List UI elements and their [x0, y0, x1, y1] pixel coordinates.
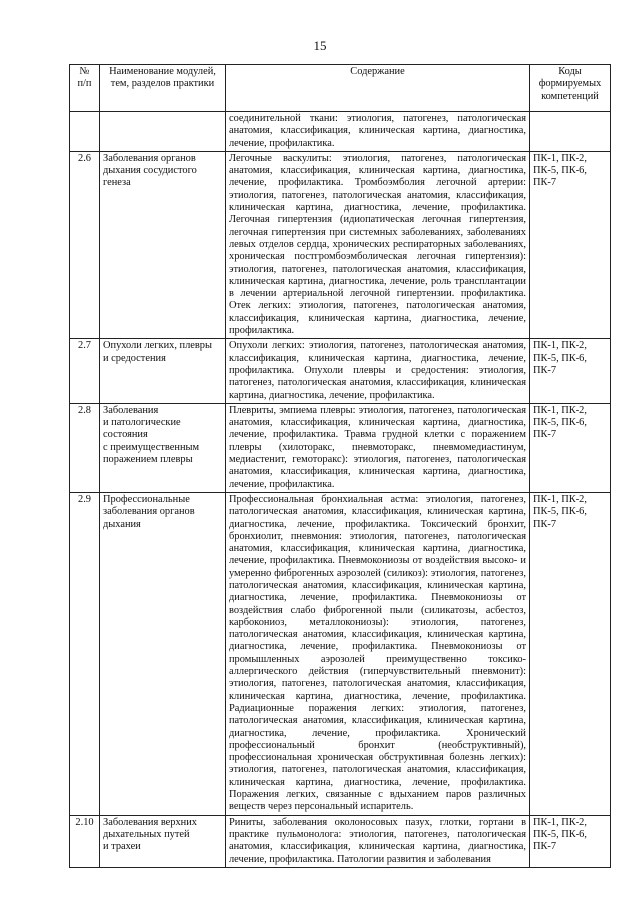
row-competency-codes: ПК-1, ПК-2, ПК-5, ПК-6, ПК-7 [530, 815, 611, 867]
row-number [70, 112, 100, 152]
table-header-row [70, 65, 611, 112]
row-content: Легочные васкулиты: этиология, патогенез, патологическая анатомия, классификация, клиническая картина, диагностика, лечение, профилактика. Тромбоэмболия легочной артерии: этиология, патогенез, патологическая анатомия, классификация, клиническая картина, диагностика, лечение, профилактика. Легочная гипертензия (идиопатическая легочная гипертензия, легочная гипертензия при системных заболеваниях, заболеваниях левых отделов сердца, хронических респираторных заболеваниях, хроническая постгромбоэмболическая легочная гипертензия): этиология, патогенез, патологическая анатомия, классификация, клиническая картина, диагностика, лечение, роль трансплантации в лечении артериальной легочной гипертензии. профилактика. Отек легких: этиология, патогенез, патологическая анатомия, классификация, клиническая картина, диагностика, лечение, профилактика. [226, 151, 530, 338]
row-content: Опухоли легких: этиология, патогенез, патологическая анатомия, классификация, клиническая картина, диагностика, лечение, профилактика. Опухоли плевры и средостения: этиология, патогенез, патологическая анатомия, классификация, клиническая картина, диагностика, лечение, профилактика. [226, 339, 530, 403]
row-competency-codes: ПК-1, ПК-2, ПК-5, ПК-6, ПК-7 [530, 492, 611, 815]
table-row [70, 151, 611, 338]
row-number: 2.8 [70, 403, 100, 492]
header-number: № п/п [70, 65, 100, 112]
row-module-name: Заболевания верхних дыхательных путей и трахеи [100, 815, 226, 867]
table-row [70, 815, 611, 867]
row-competency-codes: ПК-1, ПК-2, ПК-5, ПК-6, ПК-7 [530, 339, 611, 403]
row-number: 2.10 [70, 815, 100, 867]
row-module-name [100, 112, 226, 152]
row-number: 2.7 [70, 339, 100, 403]
header-competency-codes: Коды формируемых компетенций [530, 65, 611, 112]
row-competency-codes [530, 112, 611, 152]
curriculum-table [69, 64, 611, 868]
row-content: Плевриты, эмпиема плевры: этиология, патогенез, патологическая анатомия, классификация, клиническая картина, диагностика, лечение, профилактика. Травма грудной клетки с поражением плевры (хилоторакс, пневмоторакс, пневмомедиастинум, медиастенит, гемоторакс): этиология, патогенез, патологическая анатомия, классификация, клиническая картина, диагностика, лечение, профилактика. [226, 403, 530, 492]
row-module-name: Профессиональные заболевания органов дыхания [100, 492, 226, 815]
row-competency-codes: ПК-1, ПК-2, ПК-5, ПК-6, ПК-7 [530, 403, 611, 492]
row-content: соединительной ткани: этиология, патогенез, патологическая анатомия, классификация, клиническая картина, диагностика, лечение, профилактика. [226, 112, 530, 152]
table-row [70, 112, 611, 152]
row-content: Риниты, заболевания околоносовых пазух, глотки, гортани в практике пульмонолога: этиология, патогенез, патологическая анатомия, классификация, клиническая картина, диагностика, лечение, профилактика. Патологии развития и заболевания [226, 815, 530, 867]
header-content: Содержание [226, 65, 530, 112]
header-module-name: Наименование модулей, тем, разделов практики [100, 65, 226, 112]
row-competency-codes: ПК-1, ПК-2, ПК-5, ПК-6, ПК-7 [530, 151, 611, 338]
table-row [70, 339, 611, 403]
page-number: 15 [313, 38, 327, 53]
row-module-name: Заболевания и патологические состояния с преимущественным поражением плевры [100, 403, 226, 492]
row-module-name: Опухоли легких, плевры и средостения [100, 339, 226, 403]
table-row [70, 492, 611, 815]
row-number: 2.9 [70, 492, 100, 815]
row-module-name: Заболевания органов дыхания сосудистого генеза [100, 151, 226, 338]
row-content: Профессиональная бронхиальная астма: этиология, патогенез, патологическая анатомия, классификация, клиническая картина, диагностика, лечение, профилактика. Токсический бронхит, бронхиолит, пневмония: этиология, патогенез, патологическая анатомия, классификация, клиническая картина, диагностика, лечение, профилактика. Пневмокониозы от воздействия высоко- и умеренно фиброгенных аэрозолей (силикоз): этиология, патогенез, патологическая анатомия, классификация, клиническая картина, диагностика, лечение, профилактика. Пневмокониозы от воздействия слабо фиброгенной пыли (силикатозы, асбестоз, карбокониоз, металлокониозы): этиология, патогенез, патологическая анатомия, классификация, клиническая картина, диагностика, лечение, профилактика. Пневмокониозы от промышленных аэрозолей преимущественно токсико-аллергического действия (гиперчувствительный пневмонит): этиология, патогенез, патологическая анатомия, классификация, клиническая картина, диагностика, лечение, профилактика. Радиационные поражения легких: этиология, патогенез, патологическая анатомия, классификация, клиническая картина, диагностика, лечение, профилактика. Хронический профессиональный бронхит (необструктивный), профессиональная хроническая обструктивная болезнь легких): этиология, патогенез, патологическая анатомия, классификация, клиническая картина, диагностика, лечение, профилактика. Поражения легких, связанные с вдыханием паров различных веществ через персональный испаритель. [226, 492, 530, 815]
table-row [70, 403, 611, 492]
row-number: 2.6 [70, 151, 100, 338]
